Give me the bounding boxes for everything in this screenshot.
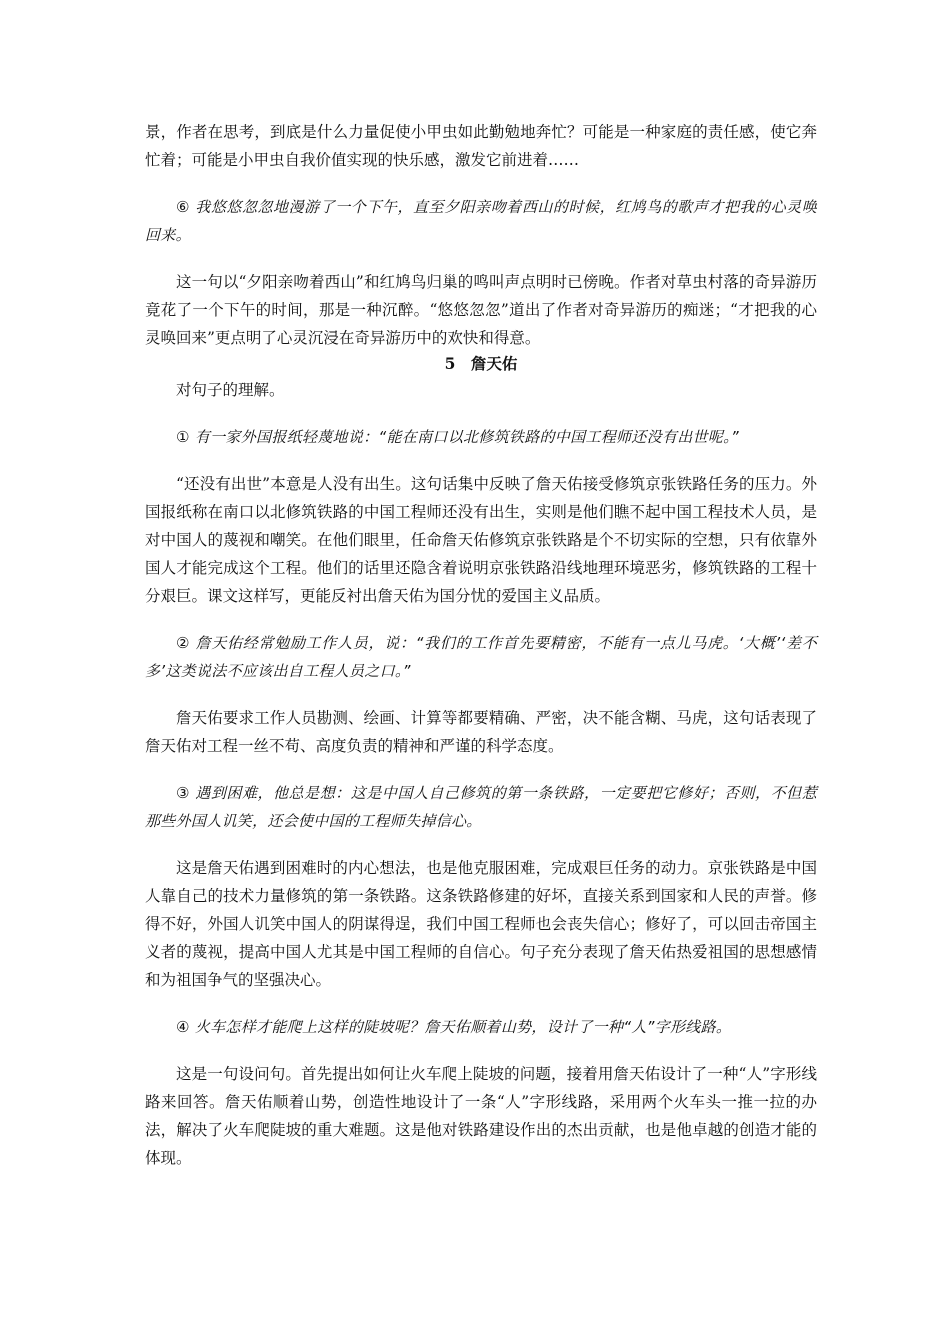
explanation-2: 詹天佑要求工作人员勘测、绘画、计算等都要精确、严密，决不能含糊、马虎，这句话表现了詹天佑对工程一丝不苟、高度负责的精神和严谨的科学态度。 [145, 709, 817, 755]
document-page [145, 118, 817, 1172]
section-title: 5 詹天佑 [444, 354, 518, 373]
quote-sentence-6: ⑥ 我悠悠忽忽地漫游了一个下午，直至夕阳亲吻着西山的时候，红鸠鸟的歌声才把我的心灵唤回来。 [145, 198, 817, 244]
intro-paragraph: 景，作者在思考，到底是什么力量促使小甲虫如此勤勉地奔忙？可能是一种家庭的责任感，使它奔忙着；可能是小甲虫自我价值实现的快乐感，激发它前进着…… [145, 123, 817, 169]
explanation-6: 这一句以“夕阳亲吻着西山”和红鸠鸟归巢的鸣叫声点明时已傍晚。作者对草虫村落的奇异游历竟花了一个下午的时间，那是一种沉醉。“悠悠忽忽”道出了作者对奇异游历的痴迷；“才把我的心灵唤回来”更点明了心灵沉浸在奇异游历中的欢快和得意。 [145, 273, 817, 347]
quote-sentence-4: ④ 火车怎样才能爬上这样的陡坡呢？詹天佑顺着山势，设计了一种“人”字形线路。 [176, 1018, 732, 1036]
quote-sentence-1: ① 有一家外国报纸轻蔑地说：“能在南口以北修筑铁路的中国工程师还没有出世呢。” [176, 428, 739, 446]
quote-sentence-2: ② 詹天佑经常勉励工作人员，说：“我们的工作首先要精密，不能有一点儿马虎。‘大概’‘差不多’这类说法不应该出自工程人员之口。” [145, 634, 817, 680]
section-subtitle: 对句子的理解。 [176, 381, 285, 399]
explanation-1: “还没有出世”本意是人没有出生。这句话集中反映了詹天佑接受修筑京张铁路任务的压力。外国报纸称在南口以北修筑铁路的中国工程师还没有出生，实则是他们瞧不起中国工程技术人员，是对中国人的蔑视和嘲笑。在他们眼里，任命詹天佑修筑京张铁路是个不切实际的空想，只有依靠外国人才能完成这个工程。他们的话里还隐含着说明京张铁路沿线地理环境恶劣，修筑铁路的工程十分艰巨。课文这样写，更能反衬出詹天佑为国分忧的爱国主义品质。 [145, 475, 817, 605]
explanation-3: 这是詹天佑遇到困难时的内心想法，也是他克服困难，完成艰巨任务的动力。京张铁路是中国人靠自己的技术力量修筑的第一条铁路。这条铁路修建的好坏，直接关系到国家和人民的声誉。修得不好，外国人讥笑中国人的阴谋得逞，我们中国工程师也会丧失信心；修好了，可以回击帝国主义者的蔑视，提高中国人尤其是中国工程师的自信心。句子充分表现了詹天佑热爱祖国的思想感情和为祖国争气的坚强决心。 [145, 859, 817, 989]
explanation-4: 这是一句设问句。首先提出如何让火车爬上陡坡的问题，接着用詹天佑设计了一种“人”字形线路来回答。詹天佑顺着山势，创造性地设计了一条“人”字形线路，采用两个火车头一推一拉的办法，解决了火车爬陡坡的重大难题。这是他对铁路建设作出的杰出贡献，也是他卓越的创造才能的体现。 [145, 1065, 817, 1167]
quote-sentence-3: ③ 遇到困难，他总是想：这是中国人自己修筑的第一条铁路，一定要把它修好；否则，不但惹那些外国人讥笑，还会使中国的工程师失掉信心。 [145, 784, 817, 830]
